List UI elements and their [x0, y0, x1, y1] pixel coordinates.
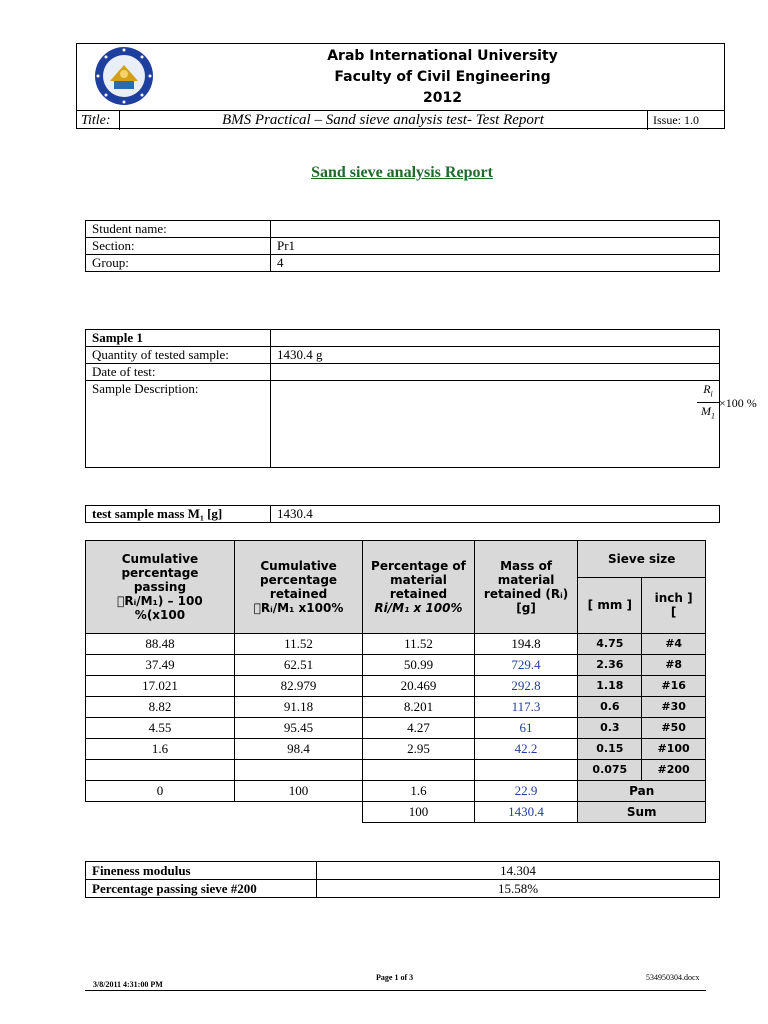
mass-cell: [474, 760, 578, 781]
sum-row: [86, 802, 706, 823]
footer-page: Page 1 of 3: [376, 973, 414, 982]
pan-row: [86, 781, 706, 802]
cum-retained-cell: 98.4: [234, 739, 362, 760]
table-row: [86, 760, 706, 781]
empty-cell: [234, 802, 362, 823]
divider: [119, 111, 120, 130]
mass-sum-cell: 1430.4: [474, 802, 578, 823]
cum-retained-cell: 100: [234, 781, 362, 802]
passing200-value: 15.58%: [317, 880, 720, 898]
passing-cell: 1.6: [86, 739, 235, 760]
mass-row: [86, 506, 720, 523]
passing200-row: [86, 880, 720, 898]
inch-cell: #8: [642, 655, 706, 676]
formula-fraction: [697, 381, 719, 425]
cum-retained-cell: 95.45: [234, 718, 362, 739]
mass-cell: 22.9: [474, 781, 578, 802]
description-label: Sample Description:: [86, 381, 271, 468]
inch-cell: #4: [642, 634, 706, 655]
title-label: Title:: [81, 113, 111, 128]
summary-table: [85, 861, 720, 898]
cum-retained-cell: 62.51: [234, 655, 362, 676]
student-name-value[interactable]: [271, 221, 720, 238]
cum-retained-cell: 82.979: [234, 676, 362, 697]
mm-header: [ mm ]: [578, 577, 642, 633]
pct-retained-cell: 2.95: [363, 739, 475, 760]
sample-heading: Sample 1: [86, 330, 271, 347]
quantity-row: [86, 347, 720, 364]
table-row: [86, 676, 706, 697]
mass-cell: 117.3: [474, 697, 578, 718]
empty-cell: [86, 802, 235, 823]
inch-cell: #100: [642, 739, 706, 760]
cum-retained-cell: [234, 760, 362, 781]
inch-cell: #50: [642, 718, 706, 739]
inch-cell: #200: [642, 760, 706, 781]
footer-rule: [85, 990, 706, 991]
passing-cell: 0: [86, 781, 235, 802]
header-year: 2012: [423, 90, 462, 106]
pct-retained-cell: [363, 760, 475, 781]
mm-cell: 4.75: [578, 634, 642, 655]
inch-cell: #30: [642, 697, 706, 718]
group-value[interactable]: 4: [271, 255, 720, 272]
fineness-label: Fineness modulus: [86, 862, 317, 880]
formula-denominator: $M_1$: [701, 404, 715, 421]
quantity-value[interactable]: 1430.4 g: [271, 347, 720, 364]
mm-cell: 0.15: [578, 739, 642, 760]
sample-heading-row: [86, 330, 720, 347]
table-row: [86, 697, 706, 718]
passing-cell: 37.49: [86, 655, 235, 676]
pct-retained-cell: 11.52: [363, 634, 475, 655]
section-value[interactable]: Pr1: [271, 238, 720, 255]
passing-cell: 8.82: [86, 697, 235, 718]
sieve-analysis-table: [85, 540, 706, 823]
formula-suffix: ×100 %: [719, 396, 757, 410]
pct-retained-cell: 4.27: [363, 718, 475, 739]
passing-cell: 17.021: [86, 676, 235, 697]
header-row: [86, 541, 706, 578]
pct-retained-cell: 1.6: [363, 781, 475, 802]
university-name: Arab International University: [327, 48, 558, 64]
sample-info-table: [85, 329, 720, 468]
footer-date: 3/8/2011 4:31:00 PM: [93, 980, 163, 989]
mm-cell: 0.6: [578, 697, 642, 718]
cum-retained-cell: 11.52: [234, 634, 362, 655]
description-value[interactable]: [271, 381, 720, 468]
mass-cell: 292.8: [474, 676, 578, 697]
table-row: [86, 739, 706, 760]
sample-heading-value: [271, 330, 720, 347]
fineness-row: [86, 862, 720, 880]
section-label: Section:: [86, 238, 271, 255]
inch-header: inch ] [: [642, 577, 706, 633]
table-row: [86, 655, 706, 676]
mass-cell: 61: [474, 718, 578, 739]
footer-filename: 534950304.docx: [646, 973, 700, 982]
quantity-label: Quantity of tested sample:: [86, 347, 271, 364]
passing-cell: 88.48: [86, 634, 235, 655]
student-info-table: [85, 220, 720, 272]
table-row: [86, 634, 706, 655]
student-row: [86, 221, 720, 238]
pct-retained-cell: 20.469: [363, 676, 475, 697]
date-row: [86, 364, 720, 381]
formula-numerator: $R_i$: [697, 381, 719, 403]
mm-cell: 1.18: [578, 676, 642, 697]
description-row: [86, 381, 720, 468]
fineness-value: 14.304: [317, 862, 720, 880]
table-row: [86, 718, 706, 739]
passing-cell: [86, 760, 235, 781]
sieve-size-header: Sieve size: [578, 541, 706, 578]
percentage-retained-header: Percentage of material retained Ri/M₁ x 100%: [363, 541, 475, 634]
passing200-label: Percentage passing sieve #200: [86, 880, 317, 898]
passing-cell: 4.55: [86, 718, 235, 739]
date-label: Date of test:: [86, 364, 271, 381]
mm-cell: 0.3: [578, 718, 642, 739]
cumulative-retained-header: Cumulative percentage retained Rᵢ/M₁ x100%: [234, 541, 362, 634]
mass-cell: 729.4: [474, 655, 578, 676]
section-row: [86, 238, 720, 255]
group-label: Group:: [86, 255, 271, 272]
cum-retained-cell: 91.18: [234, 697, 362, 718]
date-value[interactable]: [271, 364, 720, 381]
divider: [647, 111, 648, 130]
cumulative-passing-header: Cumulative percentage passing Rᵢ/M₁) – 100 %(x100: [86, 541, 235, 634]
mass-retained-header: Mass of material retained (Rᵢ) [g]: [474, 541, 578, 634]
mass-table: [85, 505, 720, 523]
pct-sum-cell: 100: [363, 802, 475, 823]
university-logo: [90, 45, 158, 107]
mass-cell: 42.2: [474, 739, 578, 760]
mm-cell: 2.36: [578, 655, 642, 676]
mm-cell: 0.075: [578, 760, 642, 781]
inch-cell: #16: [642, 676, 706, 697]
faculty-name: Faculty of Civil Engineering: [334, 69, 551, 85]
mass-label: test sample mass M₁ [g]: [86, 506, 271, 523]
document-title: BMS Practical – Sand sieve analysis test- Test Report: [222, 112, 544, 128]
pct-retained-cell: 50.99: [363, 655, 475, 676]
mass-cell: 194.8: [474, 634, 578, 655]
issue-number: Issue: 1.0: [653, 113, 699, 127]
pan-label: Pan: [578, 781, 706, 802]
report-title: Sand sieve analysis Report: [311, 164, 493, 181]
mass-value[interactable]: 1430.4: [271, 506, 720, 523]
group-row: [86, 255, 720, 272]
student-name-label: Student name:: [86, 221, 271, 238]
title-row: [76, 110, 725, 130]
sum-label: Sum: [578, 802, 706, 823]
pct-retained-cell: 8.201: [363, 697, 475, 718]
